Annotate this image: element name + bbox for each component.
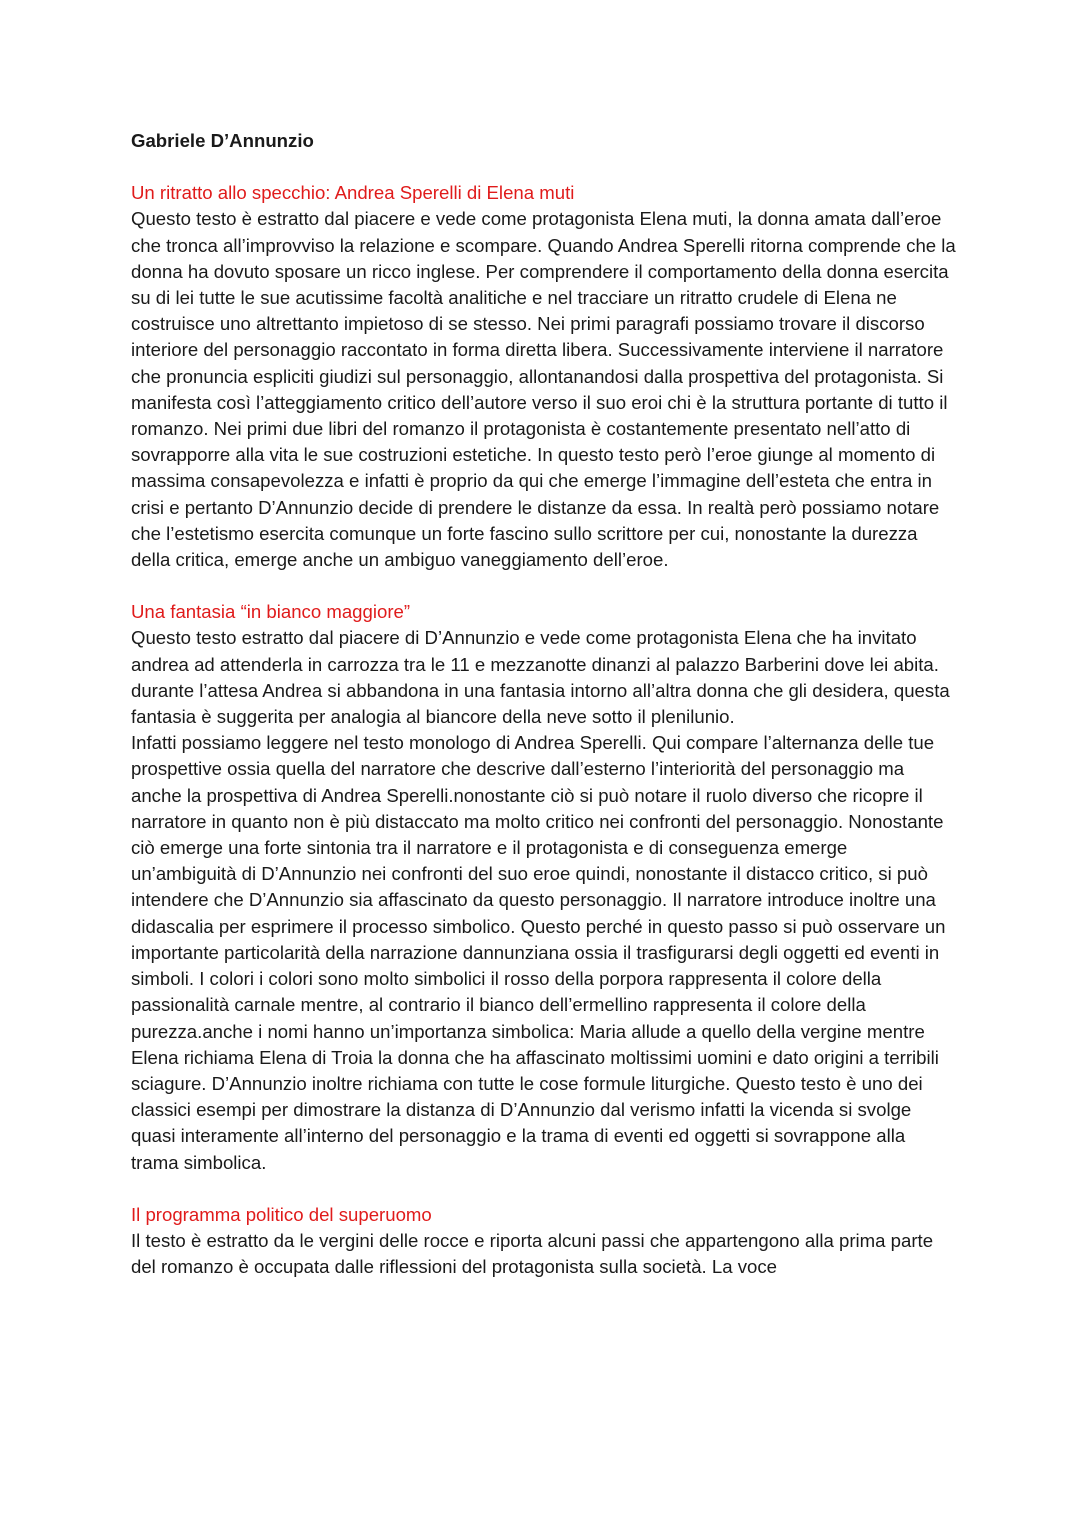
section-heading: Un ritratto allo specchio: Andrea Sperelli di Elena muti <box>131 182 575 204</box>
section-ritratto <box>131 180 956 573</box>
section-fantasia <box>131 599 956 1175</box>
paragraph: Questo testo estratto dal piacere di D’Annunzio e vede come protagonista Elena che ha invitato andrea ad attenderla in carrozza tra le 11 e mezzanotte dinanzi al palazzo Barberini dove lei abita. durante l’attesa Andrea si abbandona in una fantasia intorno all’altra donna che gli desidera, questa fantasia è suggerita per analogia al biancore della neve sotto il plenilunio. <box>131 627 950 728</box>
paragraph: Questo testo è estratto dal piacere e vede come protagonista Elena muti, la donna amata dall’eroe che tronca all’improvviso la relazione e scompare. Quando Andrea Sperelli ritorna comprende che la donna ha dovuto sposare un ricco inglese. Per comprendere il comportamento della donna esercita su di lei tutte le sue acutissime facoltà analitiche e nel tracciare un ritratto crudele di Elena ne costruisce uno altrettanto impietoso di se stesso. Nei primi paragrafi possiamo trovare il discorso interiore del personaggio raccontato in forma diretta libera. Successivamente interviene il narratore che pronuncia espliciti giudizi sul personaggio, allontanandosi dalla prospettiva del protagonista. Si manifesta così l’atteggiamento critico dell’autore verso il suo eroi chi è la struttura portante di tutto il romanzo. Nei primi due libri del romanzo il protagonista è costantemente presentato nell’atto di sovrapporre alla vita le sue costruzioni estetiche. In questo testo però l’eroe giunge al momento di massima consapevolezza e infatti è proprio da qui che emerge l’immagine dell’esteta che entra in crisi e pertanto D’Annunzio decide di prendere le distanze da essa. In realtà però possiamo notare che l’estetismo esercita comunque un forte fascino sullo scrittore per cui, nonostante la durezza della critica, emerge anche un ambiguo vaneggiamento dell’eroe. <box>131 208 956 571</box>
section-superuomo <box>131 1202 956 1281</box>
document-page <box>131 128 956 1280</box>
document-title: Gabriele D’Annunzio <box>131 130 314 151</box>
section-heading: Una fantasia “in bianco maggiore” <box>131 601 411 623</box>
paragraph: Il testo è estratto da le vergini delle rocce e riporta alcuni passi che appartengono alla prima parte del romanzo è occupata dalle riflessioni del protagonista sulla società. La voce <box>131 1229 934 1278</box>
paragraph: Infatti possiamo leggere nel testo monologo di Andrea Sperelli. Qui compare l’alternanza delle tue prospettive ossia quella del narratore che descrive dall’esterno l’interiorità del personaggio ma anche la prospettiva di Andrea Sperelli.nonostante ciò si può notare il ruolo diverso che ricopre il narratore in quanto non è più distaccato ma molto critico nei confronti del personaggio. Nonostante ciò emerge una forte sintonia tra il narratore e il protagonista e di conseguenza emerge un’ambiguità di D’Annunzio nei confronti del suo eroe quindi, nonostante il distacco critico, si può intendere che D’Annunzio sia affascinato da questo personaggio. Il narratore introduce inoltre una didascalia per esprimere il processo simbolico. Questo perché in questo passo si può osservare un importante particolarità della narrazione dannunziana ossia il trasfigurarsi degli oggetti ed eventi in simboli. I colori i colori sono molto simbolici il rosso della porpora rappresenta il colore della passionalità carnale mentre, al contrario il bianco dell’ermellino rappresenta il colore della purezza.anche i nomi hanno un’importanza simbolica: Maria allude a quello della vergine mentre Elena richiama Elena di Troia la donna che ha affascinato moltissimi uomini e dato origini a terribili sciagure. D’Annunzio inoltre richiama con tutte le cose formule liturgiche. Questo testo è uno dei classici esempi per dimostrare la distanza di D’Annunzio dal verismo infatti la vicenda si svolge quasi interamente all’interno del personaggio e la trama di eventi ed oggetti si sovrappone alla trama simbolica. <box>131 732 946 1173</box>
section-heading: Il programma politico del superuomo <box>131 1203 432 1225</box>
